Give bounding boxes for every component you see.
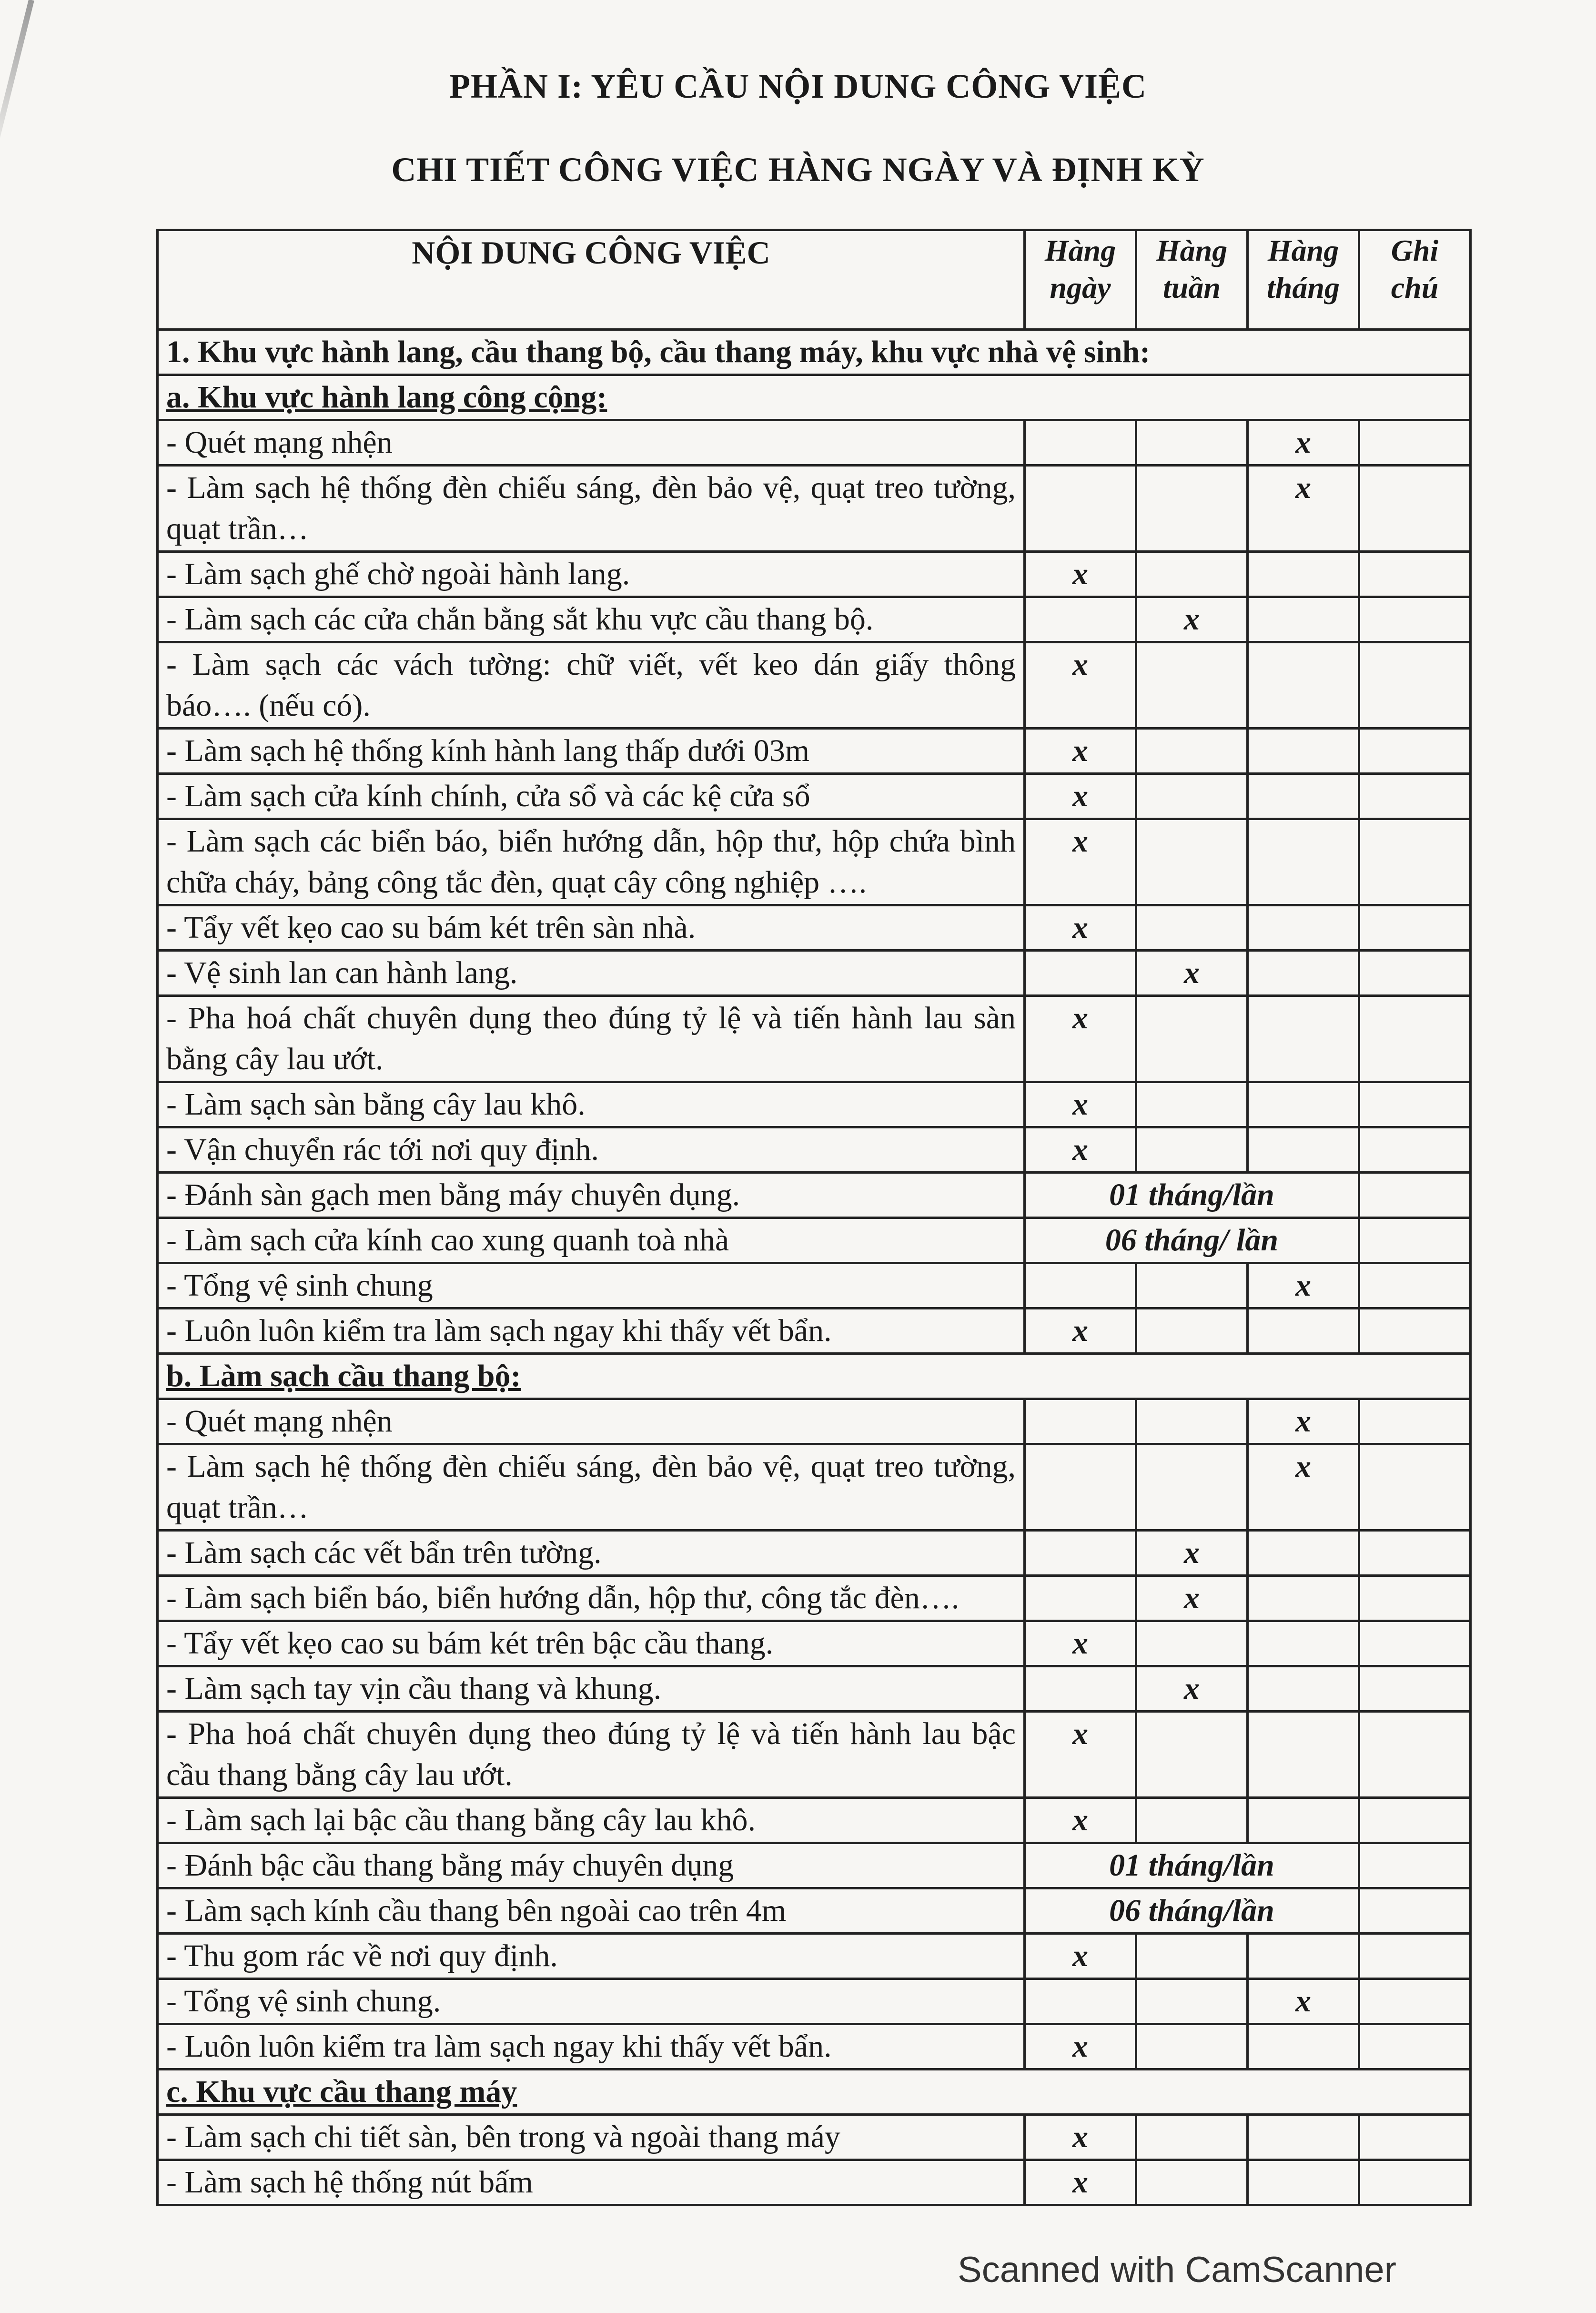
note-cell: [1359, 2160, 1471, 2205]
header-weekly: Hàng tuần: [1136, 230, 1248, 330]
table-row: [158, 729, 1471, 774]
table-row: [158, 1888, 1471, 1934]
task-description: - Luôn luôn kiểm tra làm sạch ngay khi thấy vết bẩn.: [158, 1309, 1025, 1354]
weekly-cell: [1136, 2115, 1248, 2160]
monthly-cell: x: [1248, 1979, 1359, 2024]
task-description: - Tổng vệ sinh chung: [158, 1263, 1025, 1309]
task-description: - Tẩy vết kẹo cao su bám két trên sàn nhà.: [158, 905, 1025, 951]
frequency-period: 06 tháng/lần: [1025, 1888, 1359, 1934]
weekly-cell: [1136, 729, 1248, 774]
task-description: - Tổng vệ sinh chung.: [158, 1979, 1025, 2024]
table-row: [158, 1444, 1471, 1531]
table-row: [158, 552, 1471, 597]
task-description: - Tẩy vết kẹo cao su bám két trên bậc cầu thang.: [158, 1621, 1025, 1666]
note-cell: [1359, 2024, 1471, 2070]
daily-cell: x: [1025, 1127, 1136, 1173]
header-daily: Hàng ngày: [1025, 230, 1136, 330]
note-cell: [1359, 1666, 1471, 1712]
weekly-cell: x: [1136, 597, 1248, 642]
note-cell: [1359, 1173, 1471, 1218]
weekly-cell: [1136, 1082, 1248, 1127]
section-a-heading: a. Khu vực hành lang công cộng:: [158, 375, 1471, 420]
monthly-cell: [1248, 1621, 1359, 1666]
note-cell: [1359, 1263, 1471, 1309]
header-monthly: Hàng tháng: [1248, 230, 1359, 330]
task-description: - Pha hoá chất chuyên dụng theo đúng tỷ lệ và tiến hành lau bậc cầu thang bằng cây lau ướt.: [158, 1712, 1025, 1798]
task-description: - Làm sạch sàn bằng cây lau khô.: [158, 1082, 1025, 1127]
note-cell: [1359, 819, 1471, 905]
note-cell: [1359, 1309, 1471, 1354]
weekly-cell: [1136, 2024, 1248, 2070]
daily-cell: [1025, 420, 1136, 466]
table-body: [158, 330, 1471, 2205]
table-row: [158, 905, 1471, 951]
task-description: - Quét mạng nhện: [158, 1399, 1025, 1444]
table-row: [158, 642, 1471, 729]
monthly-cell: [1248, 774, 1359, 819]
task-description: - Làm sạch các biển báo, biển hướng dẫn, hộp thư, hộp chứa bình chữa cháy, bảng công tắc đèn, quạt cây công nghiệp ….: [158, 819, 1025, 905]
note-cell: [1359, 466, 1471, 552]
weekly-cell: [1136, 1712, 1248, 1798]
daily-cell: x: [1025, 1621, 1136, 1666]
note-cell: [1359, 951, 1471, 996]
monthly-cell: [1248, 951, 1359, 996]
weekly-cell: x: [1136, 951, 1248, 996]
monthly-cell: [1248, 819, 1359, 905]
camscanner-watermark: Scanned with CamScanner: [958, 2250, 1396, 2290]
table-row: [158, 420, 1471, 466]
task-description: - Làm sạch hệ thống nút bấm: [158, 2160, 1025, 2205]
monthly-cell: [1248, 996, 1359, 1082]
daily-cell: [1025, 1444, 1136, 1531]
note-cell: [1359, 905, 1471, 951]
daily-cell: x: [1025, 642, 1136, 729]
weekly-cell: [1136, 905, 1248, 951]
daily-cell: x: [1025, 774, 1136, 819]
daily-cell: [1025, 1979, 1136, 2024]
table-row: [158, 1082, 1471, 1127]
daily-cell: x: [1025, 905, 1136, 951]
daily-cell: x: [1025, 729, 1136, 774]
frequency-period: 01 tháng/lần: [1025, 1843, 1359, 1888]
note-cell: [1359, 642, 1471, 729]
section-row: [158, 1354, 1471, 1399]
table-row: [158, 996, 1471, 1082]
table-row: [158, 1621, 1471, 1666]
monthly-cell: [1248, 597, 1359, 642]
monthly-cell: [1248, 2115, 1359, 2160]
weekly-cell: [1136, 642, 1248, 729]
note-cell: [1359, 1127, 1471, 1173]
monthly-cell: x: [1248, 1399, 1359, 1444]
note-cell: [1359, 1843, 1471, 1888]
monthly-cell: [1248, 1712, 1359, 1798]
table-row: [158, 1712, 1471, 1798]
monthly-cell: [1248, 2160, 1359, 2205]
weekly-cell: [1136, 1309, 1248, 1354]
table-row: [158, 774, 1471, 819]
weekly-cell: [1136, 1399, 1248, 1444]
table-row: [158, 597, 1471, 642]
weekly-cell: x: [1136, 1666, 1248, 1712]
table-row: [158, 2160, 1471, 2205]
section-row: [158, 375, 1471, 420]
note-cell: [1359, 597, 1471, 642]
task-description: - Làm sạch các vết bẩn trên tường.: [158, 1531, 1025, 1576]
monthly-cell: [1248, 1531, 1359, 1576]
section-c-heading: c. Khu vực cầu thang máy: [158, 2070, 1471, 2115]
daily-cell: x: [1025, 1082, 1136, 1127]
task-description: - Làm sạch lại bậc cầu thang bằng cây lau khô.: [158, 1798, 1025, 1843]
work-schedule-table: [156, 229, 1472, 2206]
task-description: - Luôn luôn kiểm tra làm sạch ngay khi thấy vết bẩn.: [158, 2024, 1025, 2070]
note-cell: [1359, 1979, 1471, 2024]
task-description: - Thu gom rác về nơi quy định.: [158, 1934, 1025, 1979]
weekly-cell: [1136, 1934, 1248, 1979]
monthly-cell: [1248, 1666, 1359, 1712]
daily-cell: x: [1025, 552, 1136, 597]
table-row: [158, 1666, 1471, 1712]
note-cell: [1359, 420, 1471, 466]
daily-cell: x: [1025, 819, 1136, 905]
task-description: - Vệ sinh lan can hành lang.: [158, 951, 1025, 996]
monthly-cell: [1248, 642, 1359, 729]
note-cell: [1359, 1399, 1471, 1444]
note-cell: [1359, 1444, 1471, 1531]
table-row: [158, 1263, 1471, 1309]
daily-cell: [1025, 1576, 1136, 1621]
monthly-cell: [1248, 1576, 1359, 1621]
section-b-heading: b. Làm sạch cầu thang bộ:: [158, 1354, 1471, 1399]
table-row: [158, 1127, 1471, 1173]
monthly-cell: [1248, 905, 1359, 951]
task-description: - Đánh bậc cầu thang bằng máy chuyên dụng: [158, 1843, 1025, 1888]
monthly-cell: [1248, 1082, 1359, 1127]
monthly-cell: [1248, 1798, 1359, 1843]
weekly-cell: [1136, 420, 1248, 466]
note-cell: [1359, 2115, 1471, 2160]
task-description: - Làm sạch ghế chờ ngoài hành lang.: [158, 552, 1025, 597]
table-row: [158, 1173, 1471, 1218]
section-row: [158, 330, 1471, 375]
monthly-cell: [1248, 1127, 1359, 1173]
monthly-cell: [1248, 729, 1359, 774]
header-task: NỘI DUNG CÔNG VIỆC: [158, 230, 1025, 330]
monthly-cell: x: [1248, 1263, 1359, 1309]
note-cell: [1359, 1082, 1471, 1127]
task-description: - Làm sạch biển báo, biển hướng dẫn, hộp thư, công tắc đèn….: [158, 1576, 1025, 1621]
task-description: - Làm sạch hệ thống đèn chiếu sáng, đèn bảo vệ, quạt treo tường, quạt trần…: [158, 1444, 1025, 1531]
table-row: [158, 2024, 1471, 2070]
weekly-cell: [1136, 1263, 1248, 1309]
daily-cell: [1025, 951, 1136, 996]
note-cell: [1359, 729, 1471, 774]
note-cell: [1359, 1888, 1471, 1934]
daily-cell: x: [1025, 2024, 1136, 2070]
table-row: [158, 1798, 1471, 1843]
daily-cell: [1025, 1666, 1136, 1712]
weekly-cell: x: [1136, 1531, 1248, 1576]
table-row: [158, 466, 1471, 552]
daily-cell: x: [1025, 1309, 1136, 1354]
table-row: [158, 819, 1471, 905]
daily-cell: x: [1025, 2160, 1136, 2205]
monthly-cell: [1248, 1309, 1359, 1354]
table-row: [158, 1531, 1471, 1576]
task-description: - Pha hoá chất chuyên dụng theo đúng tỷ lệ và tiến hành lau sàn bằng cây lau ướt.: [158, 996, 1025, 1082]
weekly-cell: [1136, 2160, 1248, 2205]
page-subtitle: CHI TIẾT CÔNG VIỆC HÀNG NGÀY VÀ ĐỊNH KỲ: [391, 151, 1205, 189]
monthly-cell: x: [1248, 420, 1359, 466]
table-row: [158, 1979, 1471, 2024]
task-description: - Làm sạch hệ thống kính hành lang thấp dưới 03m: [158, 729, 1025, 774]
task-description: - Làm sạch kính cầu thang bên ngoài cao trên 4m: [158, 1888, 1025, 1934]
daily-cell: x: [1025, 2115, 1136, 2160]
monthly-cell: x: [1248, 466, 1359, 552]
monthly-cell: [1248, 552, 1359, 597]
section-1-heading: 1. Khu vực hành lang, cầu thang bộ, cầu thang máy, khu vực nhà vệ sinh:: [158, 330, 1471, 375]
frequency-period: 01 tháng/lần: [1025, 1173, 1359, 1218]
page-title: PHẦN I: YÊU CẦU NỘI DUNG CÔNG VIỆC: [449, 67, 1147, 105]
weekly-cell: [1136, 1621, 1248, 1666]
task-description: - Làm sạch hệ thống đèn chiếu sáng, đèn bảo vệ, quạt treo tường, quạt trần…: [158, 466, 1025, 552]
note-cell: [1359, 552, 1471, 597]
daily-cell: x: [1025, 996, 1136, 1082]
task-description: - Làm sạch các vách tường: chữ viết, vết keo dán giấy thông báo…. (nếu có).: [158, 642, 1025, 729]
weekly-cell: [1136, 774, 1248, 819]
task-description: - Làm sạch cửa kính chính, cửa sổ và các kệ cửa sổ: [158, 774, 1025, 819]
weekly-cell: [1136, 996, 1248, 1082]
note-cell: [1359, 1531, 1471, 1576]
table-header-row: [158, 230, 1471, 330]
daily-cell: x: [1025, 1712, 1136, 1798]
weekly-cell: [1136, 1444, 1248, 1531]
task-description: - Làm sạch cửa kính cao xung quanh toà nhà: [158, 1218, 1025, 1263]
daily-cell: [1025, 1399, 1136, 1444]
task-description: - Quét mạng nhện: [158, 420, 1025, 466]
task-description: - Đánh sàn gạch men bằng máy chuyên dụng.: [158, 1173, 1025, 1218]
note-cell: [1359, 1798, 1471, 1843]
daily-cell: [1025, 597, 1136, 642]
task-description: - Làm sạch chi tiết sàn, bên trong và ngoài thang máy: [158, 2115, 1025, 2160]
header-note: Ghi chú: [1359, 230, 1471, 330]
note-cell: [1359, 1576, 1471, 1621]
daily-cell: [1025, 1263, 1136, 1309]
daily-cell: x: [1025, 1934, 1136, 1979]
table-row: [158, 1843, 1471, 1888]
weekly-cell: [1136, 1798, 1248, 1843]
task-description: - Làm sạch tay vịn cầu thang và khung.: [158, 1666, 1025, 1712]
note-cell: [1359, 1218, 1471, 1263]
weekly-cell: x: [1136, 1576, 1248, 1621]
note-cell: [1359, 1621, 1471, 1666]
table-row: [158, 951, 1471, 996]
task-description: - Vận chuyển rác tới nơi quy định.: [158, 1127, 1025, 1173]
note-cell: [1359, 1934, 1471, 1979]
monthly-cell: [1248, 2024, 1359, 2070]
task-description: - Làm sạch các cửa chắn bằng sắt khu vực cầu thang bộ.: [158, 597, 1025, 642]
table-row: [158, 2115, 1471, 2160]
note-cell: [1359, 1712, 1471, 1798]
weekly-cell: [1136, 552, 1248, 597]
daily-cell: [1025, 466, 1136, 552]
weekly-cell: [1136, 819, 1248, 905]
note-cell: [1359, 996, 1471, 1082]
note-cell: [1359, 774, 1471, 819]
weekly-cell: [1136, 466, 1248, 552]
frequency-period: 06 tháng/ lần: [1025, 1218, 1359, 1263]
monthly-cell: [1248, 1934, 1359, 1979]
section-row: [158, 2070, 1471, 2115]
table-row: [158, 1218, 1471, 1263]
table-row: [158, 1576, 1471, 1621]
monthly-cell: x: [1248, 1444, 1359, 1531]
daily-cell: [1025, 1531, 1136, 1576]
table-row: [158, 1399, 1471, 1444]
table-row: [158, 1309, 1471, 1354]
weekly-cell: [1136, 1127, 1248, 1173]
table-row: [158, 1934, 1471, 1979]
daily-cell: x: [1025, 1798, 1136, 1843]
weekly-cell: [1136, 1979, 1248, 2024]
